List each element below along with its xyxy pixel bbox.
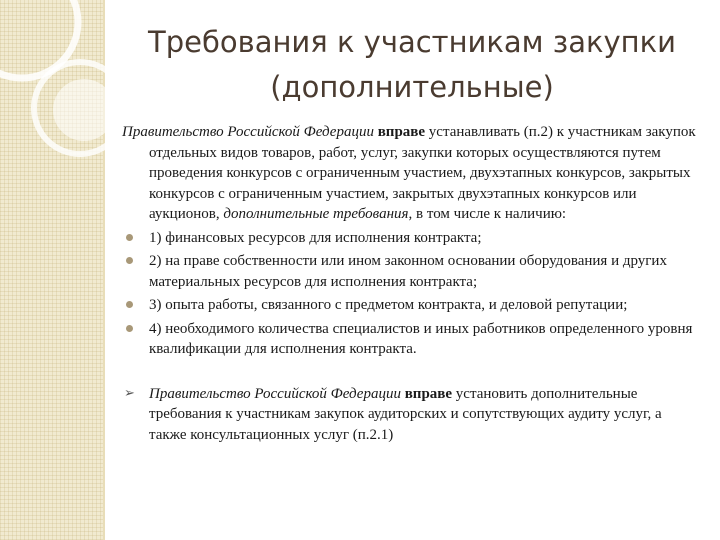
title-line-2: (дополнительные) [270,70,554,104]
list-item [122,295,697,316]
intro-emphasis: дополнительные требования [223,206,409,222]
arrow-bullet-icon: ➢ [124,385,135,401]
second-subject: Правительство Российской Федерации [149,385,401,402]
title-line-1: Требования к участникам закупки [148,25,676,59]
page-title [112,20,712,110]
bullet-icon [126,257,133,264]
list-item [122,319,697,360]
intro-text-2: , в том числе к наличию: [408,206,567,222]
second-text: установить дополнительные требования к участникам закупок аудиторских и сопутствующих аудиту услуг, а также консультационных услуг (п.2.1) [149,385,662,443]
requirements-list [122,228,697,360]
bullet-icon [126,325,133,332]
bullet-icon [126,234,133,241]
list-item-text: 4) необходимого количества специалистов и иных работников определенного уровня квалификации для исполнения контракта. [149,320,693,357]
list-item [122,228,697,249]
list-item [122,251,697,292]
bullet-icon [126,301,133,308]
intro-text-1: устанавливать (п.2) к участникам закупок отдельных видов товаров, работ, услуг, закупки которых осуществляются путем проведения конкурсов с ограниченным участием, двухэтапных конкурсов, закрытых конкурсов с ограниченным участием, закрытых двухэтапных конкурсов или аукционов, [149,124,696,222]
second-paragraph [122,384,697,446]
list-item-text: 3) опыта работы, связанного с предметом контракта, и деловой репутации; [149,297,628,313]
intro-subject: Правительство Российской Федерации [122,124,374,140]
intro-paragraph [122,122,697,225]
slide-content [122,122,697,445]
list-item-text: 2) на праве собственности или ином законном основании оборудования и других материальных ресурсов для исполнения контракта; [149,253,667,290]
decorative-circles [0,0,130,160]
list-item-text: 1) финансовых ресурсов для исполнения контракта; [149,229,482,246]
intro-verb: вправе [377,124,426,140]
second-verb: вправе [404,385,453,402]
